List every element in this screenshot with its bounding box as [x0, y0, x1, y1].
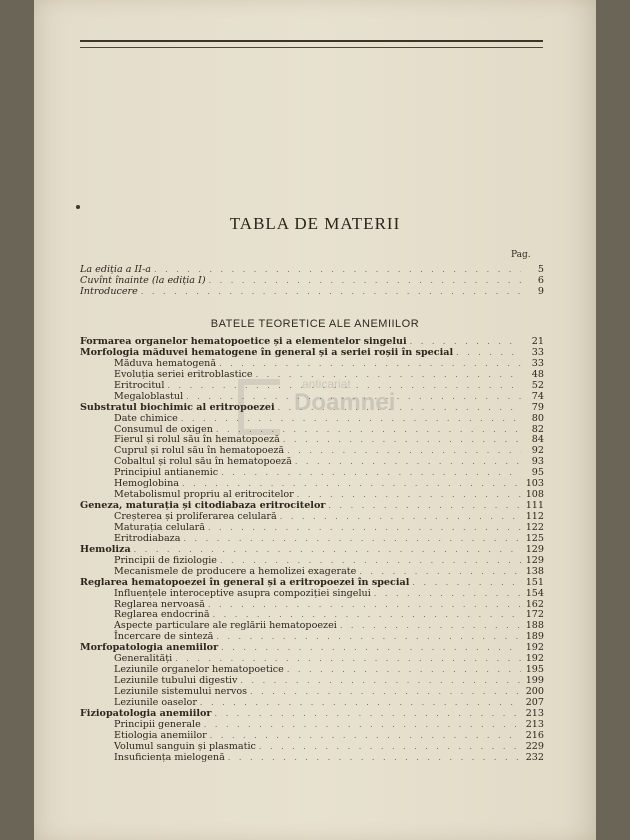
toc-entry-page: 229 [525, 740, 544, 752]
toc-entry-label: Hemoglobina [114, 478, 180, 490]
dot-leader [219, 359, 521, 370]
toc-entry-label: Mecanismele de producere a hemolizei exagerate [114, 565, 357, 577]
dot-leader [204, 720, 521, 731]
dot-leader [215, 709, 522, 720]
toc-entry-label: Hemoliza [80, 543, 131, 555]
dot-leader [208, 600, 521, 611]
dot-leader [374, 589, 521, 600]
toc-entry-page: 125 [525, 532, 544, 544]
ink-speck [76, 205, 80, 209]
toc-entry-label: Megaloblastul [114, 390, 184, 402]
dot-leader [297, 490, 521, 501]
toc-entry-page: 216 [525, 729, 544, 741]
toc-entry-page: 129 [525, 543, 544, 555]
toc-entry-label: Principii generale [114, 718, 201, 730]
toc-entry-page: 33 [531, 357, 544, 369]
dot-leader [340, 621, 521, 632]
toc-entry-page: 33 [531, 346, 544, 358]
dot-leader [154, 264, 521, 275]
toc-entry-page: 200 [525, 686, 544, 697]
toc-entry-label: Reglarea endocrină [114, 609, 210, 621]
toc-entry-label: Eritrodiabaza [114, 532, 181, 544]
toc-entry-label: Leziunile organelor hematopoetice [114, 664, 284, 676]
toc-entry [80, 275, 544, 286]
toc-entry-page: 111 [525, 500, 544, 512]
toc-entry-page: 192 [525, 653, 544, 665]
toc-entry-page: 21 [531, 336, 544, 347]
dot-leader [287, 446, 521, 457]
toc-entry-label: La ediția a II-a [80, 264, 152, 275]
toc-entry-page: 82 [531, 423, 544, 435]
toc-entry-page: 192 [525, 642, 544, 654]
header-rule-thick [80, 40, 543, 42]
toc-entry-page: 9 [537, 286, 544, 297]
toc-entry-label: Formarea organelor hematopoetice și a elementelor singelui [80, 336, 407, 347]
toc-entry-page: 207 [525, 696, 544, 708]
toc-entry-page: 189 [525, 631, 544, 643]
toc-entry-label: Fierul și rolul său în hematopoeză [114, 434, 280, 446]
toc-entry-label: Încercare de sinteză [114, 631, 214, 643]
toc-entry-label: Fiziopatologia anemiilor [80, 707, 212, 719]
toc-entry [80, 286, 544, 297]
dot-leader [283, 435, 521, 446]
dot-leader [412, 578, 521, 589]
toc-entry-label: Cobaltul și rolul său în hematopoeză [114, 456, 292, 468]
book-page [34, 0, 596, 840]
dot-leader [141, 286, 521, 297]
toc-entry-label: Principiul antianemic [114, 467, 219, 479]
toc-entry [80, 264, 544, 275]
toc-entry-label: Geneza, maturația și citodiabaza eritrocitelor [80, 500, 326, 512]
prelim-list [80, 264, 544, 297]
dot-leader [228, 753, 521, 764]
watermark-line1: anticariat [302, 377, 351, 391]
toc-entry-label: Consumul de oxigen [114, 423, 213, 435]
dot-leader [259, 742, 521, 753]
dot-leader [200, 698, 521, 709]
toc-entry-page: 151 [525, 576, 544, 588]
toc-entry-page: 213 [525, 718, 544, 730]
dot-leader [216, 632, 521, 643]
dot-leader [295, 457, 521, 468]
toc-entry-page: 95 [531, 467, 544, 479]
toc-entry-label: Aspecte particulare ale reglării hematopoezei [114, 620, 337, 632]
toc-entry-label: Influențele interoceptive asupra compoziției singelui [114, 587, 371, 599]
toc-entry-label: Leziunile sistemului nervos [114, 686, 248, 697]
toc-entry-label: Măduva hematogenă [114, 357, 217, 369]
toc-entry-label: Reglarea hematopoezei în general și a eritropoezei în special [80, 576, 410, 588]
toc-entry-page: 80 [531, 412, 544, 424]
toc-entry-page: 122 [525, 521, 544, 533]
toc-entry [80, 534, 544, 545]
toc-entry-label: Eritrocitul [114, 379, 165, 391]
dot-leader [221, 468, 521, 479]
toc-entry-label: Cuvînt înainte (la ediția I) [80, 275, 206, 286]
toc-entry-label: Morfologia măduvei hematogene în general și a seriei roșii în special [80, 346, 454, 358]
dot-leader [328, 501, 521, 512]
watermark-line2: Doamnei [294, 389, 396, 416]
toc-entry-page: 199 [525, 675, 544, 687]
watermark-logo-icon [238, 379, 280, 435]
toc-entry-page: 172 [525, 609, 544, 621]
toc-entry-page: 84 [531, 434, 544, 446]
toc-entry-page: 112 [525, 511, 544, 522]
header-rule-thin [80, 47, 543, 48]
toc-entry-label: Etiologia anemiilor [114, 729, 207, 741]
toc-entry-label: Cuprul și rolul său în hematopoeză [114, 445, 285, 457]
toc-entry-label: Creșterea și proliferarea celulară [114, 511, 277, 522]
toc-entry-label: Insuficiența mielogenă [114, 751, 225, 763]
dot-leader [359, 567, 521, 578]
toc-entry-page: 92 [531, 445, 544, 457]
toc-entry-label: Volumul sanguin și plasmatic [114, 740, 256, 752]
toc-entry-page: 5 [537, 264, 544, 275]
toc-entry [80, 742, 544, 753]
toc-entry-page: 162 [525, 598, 544, 610]
toc-entry-page: 93 [531, 456, 544, 468]
toc-entry-label: Leziunile tubului digestiv [114, 675, 238, 687]
dot-leader [240, 676, 521, 687]
toc-entry-page: 52 [531, 379, 544, 391]
toc-entry-page: 74 [531, 390, 544, 402]
toc-entry-page: 108 [525, 489, 544, 501]
toc-entry-page: 129 [525, 554, 544, 566]
toc-entry [80, 753, 544, 764]
watermark [214, 377, 404, 427]
toc-entry-label: Metabolismul propriu al eritrocitelor [114, 489, 294, 501]
dot-leader [250, 687, 521, 698]
dot-leader [208, 523, 521, 534]
dot-leader [280, 512, 521, 523]
toc-entry-page: 213 [525, 707, 544, 719]
toc-entry-page: 6 [537, 275, 544, 286]
toc-entry-page: 154 [525, 587, 544, 599]
dot-leader [287, 665, 521, 676]
toc-entry-page: 103 [525, 478, 544, 490]
toc-entry-label: Date chimice [114, 412, 178, 424]
toc-entry-page: 232 [525, 751, 544, 763]
dot-leader [221, 643, 521, 654]
toc-entry [80, 578, 544, 589]
toc-entry-page: 48 [531, 368, 544, 380]
toc-entry-page: 79 [531, 401, 544, 413]
page-column-label: Pag. [511, 250, 531, 260]
toc-entry-label: Evoluția seriei eritroblastice [114, 368, 253, 380]
toc-entry-label: Principii de fiziologie [114, 554, 217, 566]
page-title: TABLA DE MATERII [229, 214, 401, 233]
toc-entry-label: Generalități [114, 653, 173, 665]
dot-leader [183, 534, 521, 545]
dot-leader [210, 731, 521, 742]
section-heading: BATELE TEORETICE ALE ANEMIILOR [210, 318, 420, 330]
toc-entry-page: 195 [525, 664, 544, 676]
toc-entry-label: Morfopatologia anemiilor [80, 642, 219, 654]
toc-entry-label: Reglarea nervoasă [114, 598, 205, 610]
toc-entry-label: Introducere [80, 286, 138, 297]
dot-leader [456, 348, 521, 359]
toc-entry [80, 567, 544, 578]
toc-entry-label: Maturația celulară [114, 521, 205, 533]
toc-entry-page: 188 [525, 620, 544, 632]
toc-entry [80, 589, 544, 600]
toc-entry-label: Substratul biochimic al eritropoezei [80, 401, 275, 413]
toc-entry-label: Leziunile oaselor [114, 696, 197, 708]
toc-entry-page: 138 [525, 565, 544, 577]
dot-leader [209, 275, 521, 286]
